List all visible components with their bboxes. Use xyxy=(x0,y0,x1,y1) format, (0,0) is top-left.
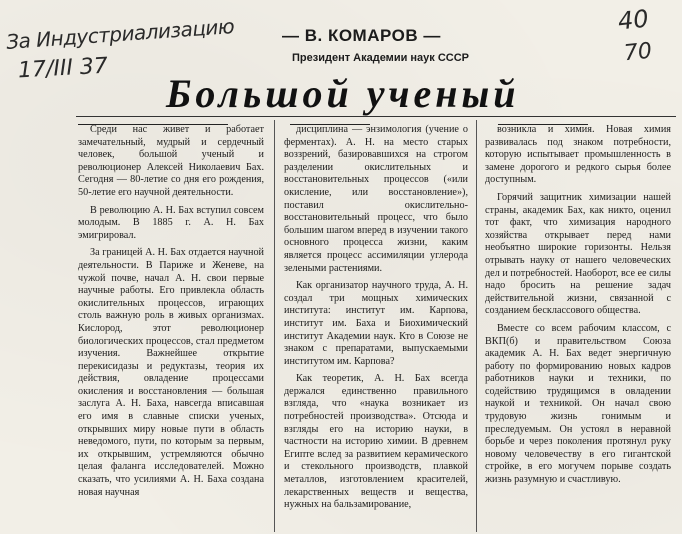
paragraph: За границей А. Н. Бах отдается научной деятельности. В Париже и Женеве, на чужой почве, начал А. Н. свои первые научные работы. Его привлекла область окислительных процессов, играющих столь важную роль в живых организмах. Кислород, этот революционер биологических процессов, стал предметом изучения. Важнейшее открытие перекисидазы и редуктазы, теория их действия, овладение процессами окисления и восстановления — большая заслуга А. Н. Баха, навсегда вписавшая его имя в славные списки ученых, открывших миру новые пути в область неведомого, пути, по которым за первым, их открывшим, устремляются обычно целая фаланга исследователей. Можно сказать, что усилиями А. Н. Баха создана новая научная xyxy=(78,247,264,498)
article-headline: Большой ученый xyxy=(166,71,520,116)
pen-underline xyxy=(290,124,370,125)
handwritten-note: За Индустриализацию xyxy=(5,14,235,54)
column-divider xyxy=(274,120,275,532)
paragraph: дисциплина — энзимология (учение о ферментах). А. Н. на место старых воззрений, базировавшихся на строгом разделении окислительных и восстановительных процессов («или окисление, или восстановление»), поставил окислительно-восстановительный процесс, что было большим шагом вперед в изучении такого основного процесса жизни, каким является процесс ассимиляции углерода зелеными растениями. xyxy=(284,124,468,274)
paragraph: Как теоретик, А. Н. Бах всегда держался единственно правильного взгляда, что «наука возникает из потребностей производства». Отсюда и взгляды его на историю науки, в частности на историю химии. В древнем Египте вслед за развитием керамического и стекольного производств, плавкой металлов, изготовлением красителей, лекарственных веществ и вещества, нужных на бальзамирование, xyxy=(284,373,468,511)
paragraph: Среди нас живет и работает замечательный, мудрый и сердечный человек, большой ученый и революционер Алексей Николаевич Бах. Сегодня — 80-летие со дня его рождения, 50-летие его научной деятельности. xyxy=(78,124,264,198)
paragraph: В революцию А. Н. Бах вступил совсем молодым. В 1885 г. А. Н. Бах эмигрировал. xyxy=(78,204,264,241)
column-divider xyxy=(476,120,477,532)
headline-divider xyxy=(76,116,676,117)
article-column-3 xyxy=(485,124,671,532)
author-position: Президент Академии наук СССР xyxy=(292,52,470,64)
handwritten-number-top: 40 xyxy=(616,4,650,36)
pen-underline xyxy=(78,124,228,125)
paragraph: Как организатор научного труда, А. Н. создал три мощных химических института: институт им. Карпова, институт им. Баха и Биохимический институт Академии наук. Кто в Союзе не знаком с препаратами, выпускаемыми институтом им. Карпова? xyxy=(284,280,468,367)
paragraph: Горячий защитник химизации нашей страны, академик Бах, как никто, оценил тот факт, что химизация народного хозяйства открывает перед нами необъятно широкие горизонты. Нельзя отрывать науку от нашего человеческих дел и потребностей. Наоборот, все ее силы надо бросить на решение задач действительной жизни, связанной с созданием бесклассового общества. xyxy=(485,191,671,317)
paragraph: Вместе со всем рабочим классом, с ВКП(б) и правительством Союза академик А. Н. Бах ведет энергичную работу по формированию новых кадров работников науки и техники, по содействию трудящимся в овладении наукой и техникой. Он начал свою трудовую жизнь гонимым и преследуемым. Он устоял в неравной борьбе и через поколения протянул руку новому человечеству в его гигантской стройке, в его могучем порыве создать жизнь разумную и счастливую. xyxy=(485,322,671,486)
pen-underline xyxy=(498,124,588,125)
handwritten-date: 17/III 37 xyxy=(17,53,109,84)
article-column-2 xyxy=(284,124,468,532)
article-author: — В. КОМАРОВ — xyxy=(282,26,441,45)
paragraph: возникла и химия. Новая химия развивалась под знаком потребности, которую испытывает промышленность в замене дорогого и редкого сырья более доступным. xyxy=(485,124,671,186)
article-column-1 xyxy=(78,124,264,532)
handwritten-number-bottom: 70 xyxy=(622,38,654,67)
